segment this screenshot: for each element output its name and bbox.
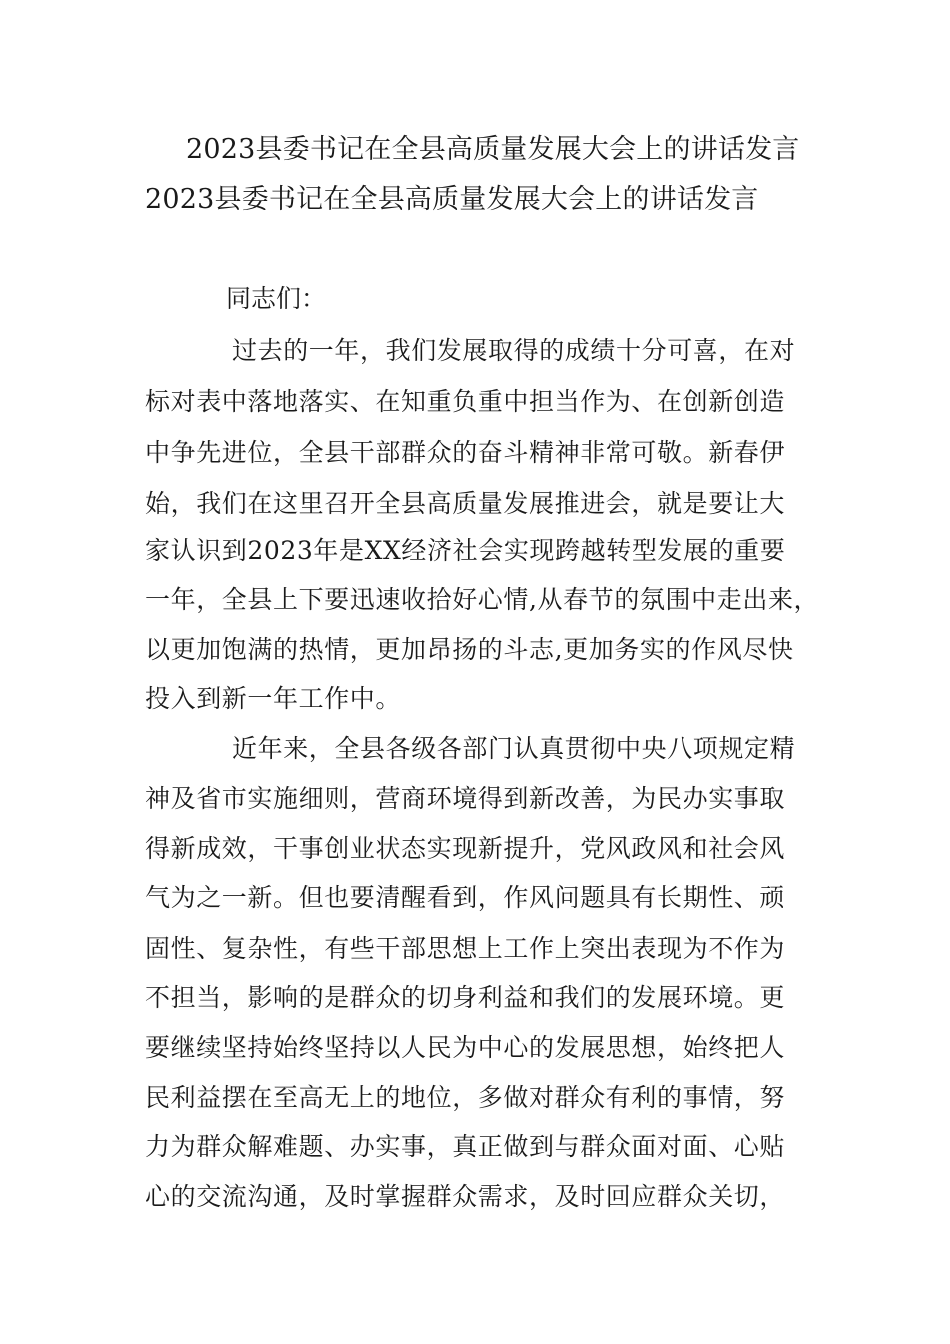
paragraph-1-line: 投入到新一年工作中。 <box>145 684 402 713</box>
paragraph-1-line: 家认识到2023年是XX经济社会实现跨越转型发展的重要 <box>145 536 786 565</box>
paragraph-1-line: 中争先进位，全县干部群众的奋斗精神非常可敬。新春伊 <box>145 438 786 467</box>
paragraph-2-line: 神及省市实施细则，营商环境得到新改善，为民办实事取 <box>145 784 786 813</box>
paragraph-2-line: 心的交流沟通，及时掌握群众需求，及时回应群众关切， <box>145 1182 786 1211</box>
paragraph-1-line: 标对表中落地落实、在知重负重中担当作为、在创新创造 <box>145 387 786 416</box>
salutation: 同志们： <box>226 284 327 313</box>
paragraph-2-line: 不担当，影响的是群众的切身利益和我们的发展环境。更 <box>145 983 786 1012</box>
document-subtitle: 2023县委书记在全县高质量发展大会上的讲话发言 <box>145 184 759 215</box>
paragraph-2-line: 气为之一新。但也要清醒看到，作风问题具有长期性、顽 <box>145 883 786 912</box>
paragraph-1-line: 始，我们在这里召开全县高质量发展推进会，就是要让大 <box>145 489 786 518</box>
document-title: 2023县委书记在全县高质量发展大会上的讲话发言 <box>186 134 800 165</box>
paragraph-1-line: 以更加饱满的热情，更加昂扬的斗志,更加务实的作风尽快 <box>145 635 794 664</box>
paragraph-2-line: 力为群众解难题、办实事，真正做到与群众面对面、心贴 <box>145 1132 786 1161</box>
paragraph-2-line: 要继续坚持始终坚持以人民为中心的发展思想，始终把人 <box>145 1033 786 1062</box>
paragraph-2-line: 近年来，全县各级各部门认真贯彻中央八项规定精 <box>232 734 796 763</box>
paragraph-1-line: 过去的一年，我们发展取得的成绩十分可喜，在对 <box>232 336 796 365</box>
paragraph-2-line: 得新成效，干事创业状态实现新提升，党风政风和社会风 <box>145 834 786 863</box>
paragraph-1-line: 一年，全县上下要迅速收拾好心情,从春节的氛围中走出来， <box>145 585 820 614</box>
paragraph-2-line: 固性、复杂性，有些干部思想上工作上突出表现为不作为 <box>145 934 786 963</box>
paragraph-2-line: 民利益摆在至高无上的地位，多做对群众有利的事情，努 <box>145 1083 786 1112</box>
